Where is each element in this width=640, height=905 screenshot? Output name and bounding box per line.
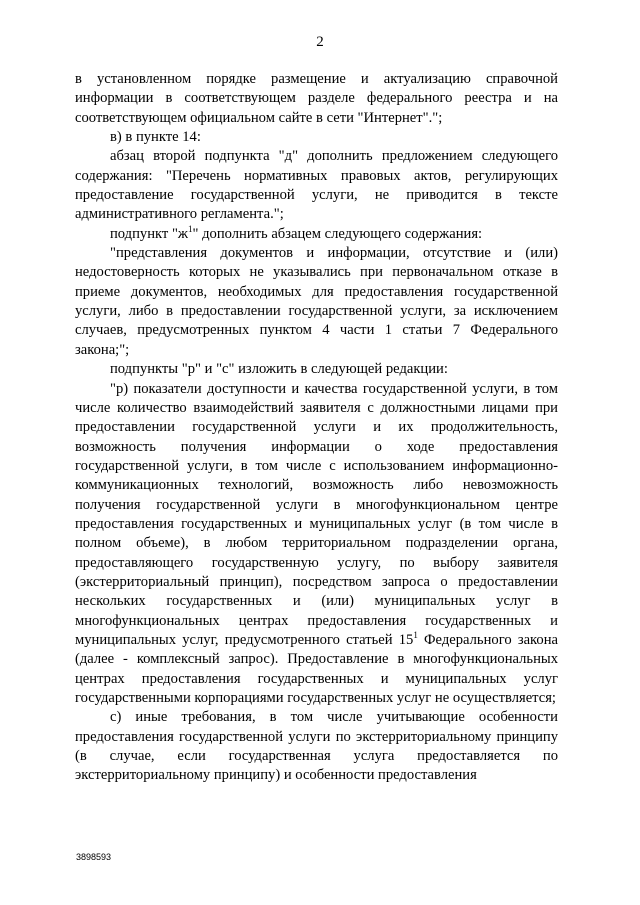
paragraph-2: в) в пункте 14: — [110, 129, 201, 146]
paragraph-4-start: подпункт "ж — [110, 225, 188, 242]
paragraph-1: в установленном порядке размещение и актуализацию справочной информации в соответствующем разделе федерального реестра и на соответствующем официальном сайте в сети "Интернет"."; — [75, 71, 558, 126]
paragraph-7-start: "р) показатели доступности и качества государственной услуги, в том числе количество взаимодействий заявителя с должностными лицами при предоставлении государственной услуги и их продолжительность, возможность получения информации о ходе предоставления государственной услуги, в том числе с использованием информационно-коммуникационных технологий, возможность либо невозможность получения государственной услуги в многофункциональном центре предоставления государственных и муниципальных услуг (в том числе в полном объеме), в любом территориальном подразделении органа, предоставляющего государственную услугу, по выбору заявителя (экстерриториальный принцип), посредством запроса о предоставлении нескольких государственных и (или) муниципальных услуг в многофункциональных центрах предоставления государственных и муниципальных услуг, предусмотренного статьей 15 — [75, 380, 558, 648]
paragraph-5: "представления документов и информации, отсутствие и (или) недостоверность которых не указывались при первоначальном отказе в приеме документов, необходимых для предоставления государственной услуги, либо в предоставлении государственной услуги, за исключением случаев, предусмотренных пунктом 4 части 1 статьи 7 Федерального закона;"; — [75, 245, 558, 358]
paragraph-7-superscript: 1 — [413, 630, 418, 641]
paragraph-7-end: Федерального закона (далее - комплексный запрос). Предоставление в многофункциональных центрах предоставления государственных и муниципальных услуг государственными корпорациями государственных услуг не осуществляется; — [75, 631, 558, 706]
paragraph-8: с) иные требования, в том числе учитывающие особенности предоставления государственной услуги по экстерриториальному принципу (в случае, если государственная услуга предоставляется по экстерриториальному принципу) и особенности предоставления — [75, 709, 558, 784]
page-number: 2 — [316, 34, 324, 50]
document-body — [75, 70, 558, 786]
document-code: 3898593 — [76, 852, 112, 862]
paragraph-4 — [75, 225, 558, 244]
paragraph-4-end: " дополнить абзацем следующего содержания: — [192, 225, 483, 242]
paragraph-4-superscript: 1 — [188, 223, 193, 234]
paragraph-6: подпункты "р" и "с" изложить в следующей редакции: — [110, 361, 448, 378]
paragraph-3: абзац второй подпункта "д" дополнить предложением следующего содержания: "Перечень нормативных правовых актов, регулирующих предоставление государственной услуги, не приводится в тексте административного регламента."; — [75, 148, 558, 223]
paragraph-7 — [75, 380, 558, 709]
